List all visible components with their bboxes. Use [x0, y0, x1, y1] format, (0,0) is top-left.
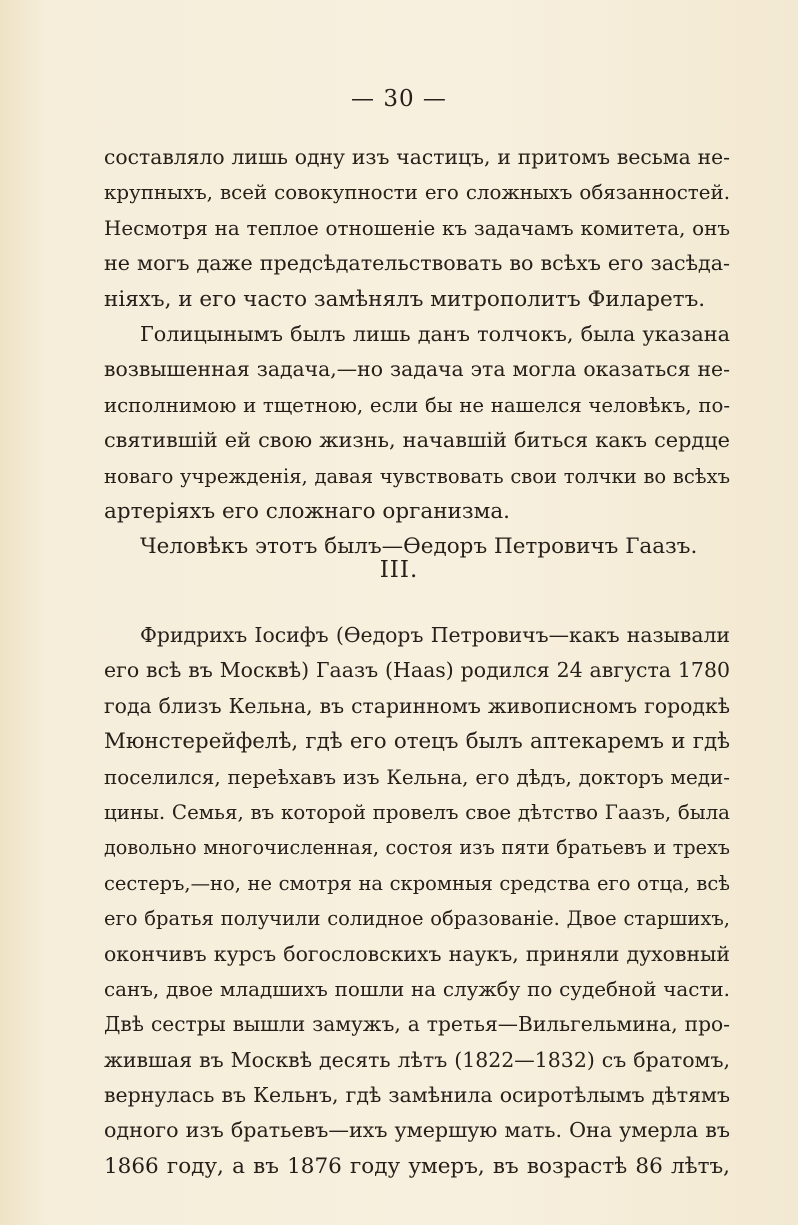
- text-line: года близъ Кельна, въ старинномъ живописномъ городкѣ: [104, 693, 730, 718]
- text-block-after-heading: [104, 618, 730, 1184]
- page-number: — 30 —: [351, 86, 447, 112]
- text-line: окончивъ курсъ богословскихъ наукъ, приняли духовный: [104, 941, 730, 966]
- text-line: новаго учрежденія, давая чувствовать свои толчки во всѣхъ: [104, 464, 730, 488]
- text-line: возвышенная задача,—но задача эта могла оказаться не-: [104, 357, 730, 382]
- text-line: Двѣ сестры вышли замужъ, а третья—Вильгельмина, про-: [104, 1012, 730, 1037]
- text-line: ніяхъ, и его часто замѣнялъ митрополитъ Филаретъ.: [104, 286, 706, 312]
- text-line: Человѣкъ этотъ былъ—Ѳедоръ Петровичъ Гаазъ.: [140, 534, 698, 560]
- text-line: его братья получили солидное образованіе. Двое старшихъ,: [104, 907, 730, 931]
- text-line: цины. Семья, въ которой провелъ свое дѣтство Гаазъ, была: [104, 800, 730, 824]
- text-line: вернулась въ Кельнъ, гдѣ замѣнила осиротѣлымъ дѣтямъ: [104, 1083, 730, 1108]
- text-line: 1866 году, а въ 1876 году умеръ, въ возрастѣ 86 лѣтъ,: [104, 1153, 730, 1179]
- text-line: Несмотря на теплое отношеніе къ задачамъ комитета, онъ: [104, 216, 730, 240]
- text-line: его всѣ въ Москвѣ) Гаазъ (Haas) родился 24 августа 1780: [104, 658, 730, 683]
- section-heading: III.: [379, 557, 419, 583]
- text-line: святившій ей свою жизнь, начавшій биться какъ сердце: [104, 428, 730, 453]
- text-line: не могъ даже предсѣдательствовать во всѣхъ его засѣда-: [104, 251, 730, 276]
- text-line: исполнимою и тщетною, если бы не нашелся человѣкъ, по-: [104, 393, 730, 417]
- text-line: составляло лишь одну изъ частицъ, и притомъ весьма не-: [104, 145, 730, 169]
- text-line: Мюнстерейфелѣ, гдѣ его отецъ былъ аптекаремъ и гдѣ: [104, 729, 730, 755]
- paragraph-2: [104, 317, 730, 529]
- text-line: Голицынымъ былъ лишь данъ толчокъ, была указана: [140, 321, 730, 346]
- text-line: сестеръ,—но, не смотря на скромныя средства его отца, всѣ: [104, 871, 730, 895]
- text-line: Фридрихъ Іосифъ (Ѳедоръ Петровичъ—какъ называли: [140, 623, 730, 647]
- text-block-before-heading: [104, 140, 730, 565]
- text-line: крупныхъ, всей совокупности его сложныхъ обязанностей.: [104, 181, 730, 205]
- text-line: жившая въ Москвѣ десять лѣтъ (1822—1832) съ братомъ,: [104, 1047, 730, 1072]
- text-line: поселился, переѣхавъ изъ Кельна, его дѣдъ, докторъ меди-: [104, 765, 730, 789]
- text-line: санъ, двое младшихъ пошли на службу по судебной части.: [104, 977, 730, 1001]
- text-line: одного изъ братьевъ—ихъ умершую мать. Она умерла въ: [104, 1118, 730, 1143]
- paragraph-1: [104, 140, 730, 317]
- text-line: довольно многочисленная, состоя изъ пяти братьевъ и трехъ: [104, 836, 730, 860]
- text-line: артеріяхъ его сложнаго организма.: [104, 498, 510, 524]
- paragraph-4: [104, 618, 730, 1184]
